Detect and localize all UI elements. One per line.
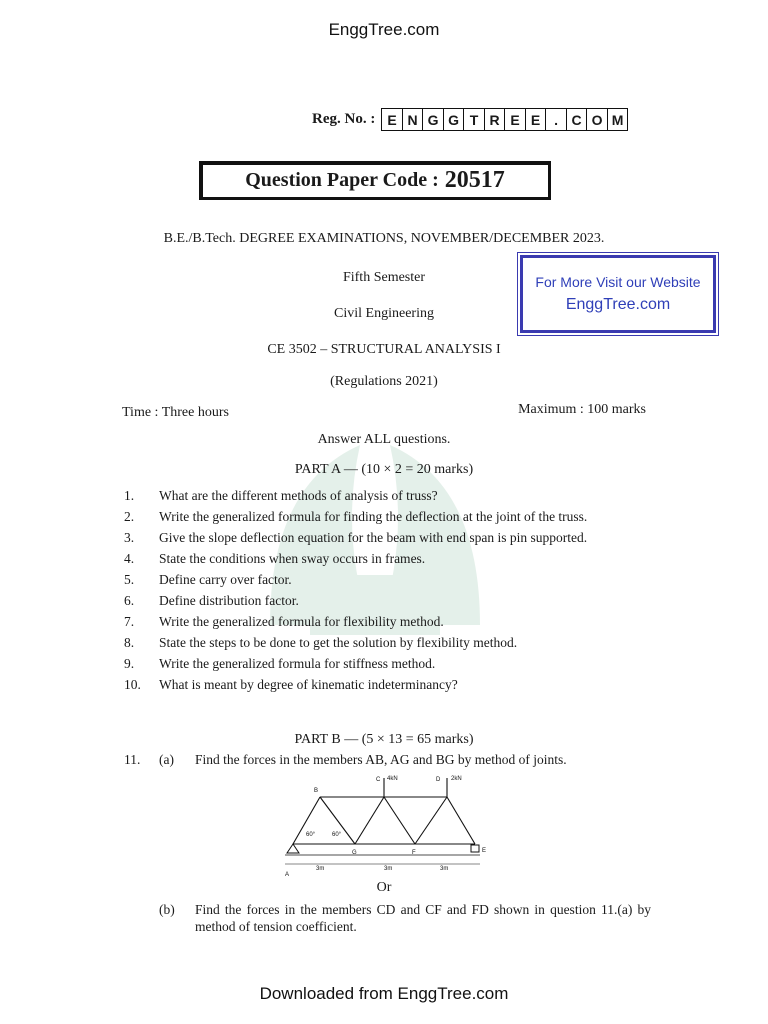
question-item — [124, 633, 650, 652]
question-11b — [159, 901, 651, 935]
question-number: 7. — [124, 614, 135, 629]
reg-char-box: G — [423, 109, 444, 130]
question-text: What is meant by degree of kinematic indeterminancy? — [159, 677, 458, 692]
paper-code-label: Question Paper Code : — [245, 169, 439, 191]
reg-label: Reg. No. : — [312, 111, 376, 127]
promo-website-box[interactable] — [520, 255, 716, 333]
question-number: 11. — [124, 752, 141, 767]
load-label-d: 2kN — [451, 776, 462, 782]
question-text: Write the generalized formula for finding the deflection at the joint of the truss. — [159, 509, 588, 524]
question-text: Write the generalized formula for flexibility method. — [159, 614, 444, 629]
node-label-a: A — [285, 872, 290, 878]
question-item — [124, 507, 650, 526]
question-part: (b) — [159, 902, 175, 917]
question-11a — [124, 752, 567, 768]
question-item — [124, 591, 650, 610]
question-number: 1. — [124, 488, 135, 503]
instruction: Answer ALL questions. — [317, 432, 451, 447]
question-number: 2. — [124, 509, 135, 524]
question-number: 3. — [124, 530, 135, 545]
question-item — [124, 486, 650, 505]
reg-char-box: . — [546, 109, 567, 130]
span-label-3: 3m — [440, 866, 449, 872]
angle-label-1: 60° — [306, 832, 316, 838]
reg-char-box: T — [464, 109, 485, 130]
question-number: 8. — [124, 635, 135, 650]
reg-char-box: C — [567, 109, 588, 130]
question-item — [124, 549, 650, 568]
question-number: 6. — [124, 593, 135, 608]
pin-support-icon — [287, 844, 299, 853]
node-label-g: G — [352, 850, 357, 856]
or-separator: Or — [376, 880, 392, 895]
question-part: (a) — [159, 752, 174, 767]
question-text: Find the forces in the members CD and CF and FD shown in question 11.(a) by method of tension coefficient. — [195, 902, 651, 934]
question-item — [124, 675, 650, 694]
question-text: State the conditions when sway occurs in frames. — [159, 551, 426, 566]
subject: CE 3502 – STRUCTURAL ANALYSIS I — [267, 342, 501, 357]
exam-title: B.E./B.Tech. DEGREE EXAMINATIONS, NOVEMBER/DECEMBER 2023. — [163, 231, 605, 246]
node-label-d: D — [436, 777, 441, 783]
reg-char-box: E — [526, 109, 547, 130]
reg-boxes — [381, 108, 628, 131]
question-text: Define distribution factor. — [159, 593, 299, 608]
truss-diagram — [280, 772, 500, 880]
footer-download-note: Downloaded from EnggTree.com — [259, 984, 509, 1003]
paper-code-number: 20517 — [444, 167, 505, 193]
promo-line-1: For More Visit our Website — [535, 274, 701, 290]
reg-char-box: E — [382, 109, 403, 130]
reg-char-box: O — [587, 109, 608, 130]
question-item — [124, 654, 650, 673]
reg-char-box: G — [444, 109, 465, 130]
header-site-name: EnggTree.com — [328, 20, 440, 39]
max-marks: Maximum : 100 marks — [518, 402, 646, 417]
part-b-heading: PART B — (5 × 13 = 65 marks) — [294, 732, 474, 747]
question-text: What are the different methods of analysis of truss? — [159, 488, 438, 503]
branch: Civil Engineering — [334, 306, 434, 321]
reg-number-row — [312, 108, 628, 131]
reg-char-box: N — [403, 109, 424, 130]
question-text: Define carry over factor. — [159, 572, 292, 587]
time-duration: Time : Three hours — [122, 405, 229, 420]
question-text: Give the slope deflection equation for the beam with end span is pin supported. — [159, 530, 588, 545]
reg-char-box: R — [485, 109, 506, 130]
node-label-f: F — [412, 850, 416, 856]
span-label-2: 3m — [384, 866, 393, 872]
question-item — [124, 570, 650, 589]
node-label-b: B — [314, 788, 319, 794]
regulations: (Regulations 2021) — [330, 374, 438, 389]
question-text: Find the forces in the members AB, AG and BG by method of joints. — [195, 752, 567, 767]
question-text: Write the generalized formula for stiffness method. — [159, 656, 436, 671]
load-label-c: 4kN — [387, 776, 398, 782]
node-label-e: E — [482, 848, 487, 854]
angle-label-2: 60° — [332, 832, 342, 838]
promo-line-2: EnggTree.com — [565, 296, 671, 313]
question-item — [124, 612, 650, 631]
question-number: 5. — [124, 572, 135, 587]
question-item — [124, 528, 650, 547]
question-number: 10. — [124, 677, 141, 692]
semester: Fifth Semester — [342, 270, 426, 285]
span-label-1: 3m — [316, 866, 325, 872]
node-label-c: C — [376, 777, 381, 783]
roller-support-icon — [471, 845, 479, 852]
reg-char-box: M — [611, 111, 624, 128]
question-text: State the steps to be done to get the solution by flexibility method. — [159, 635, 518, 650]
truss-members — [293, 778, 475, 844]
part-a-heading: PART A — (10 × 2 = 20 marks) — [294, 462, 474, 477]
reg-char-box: E — [505, 109, 526, 130]
part-a-question-list — [124, 486, 650, 696]
question-number: 4. — [124, 551, 135, 566]
question-paper-code-box — [199, 161, 551, 200]
question-number: 9. — [124, 656, 135, 671]
